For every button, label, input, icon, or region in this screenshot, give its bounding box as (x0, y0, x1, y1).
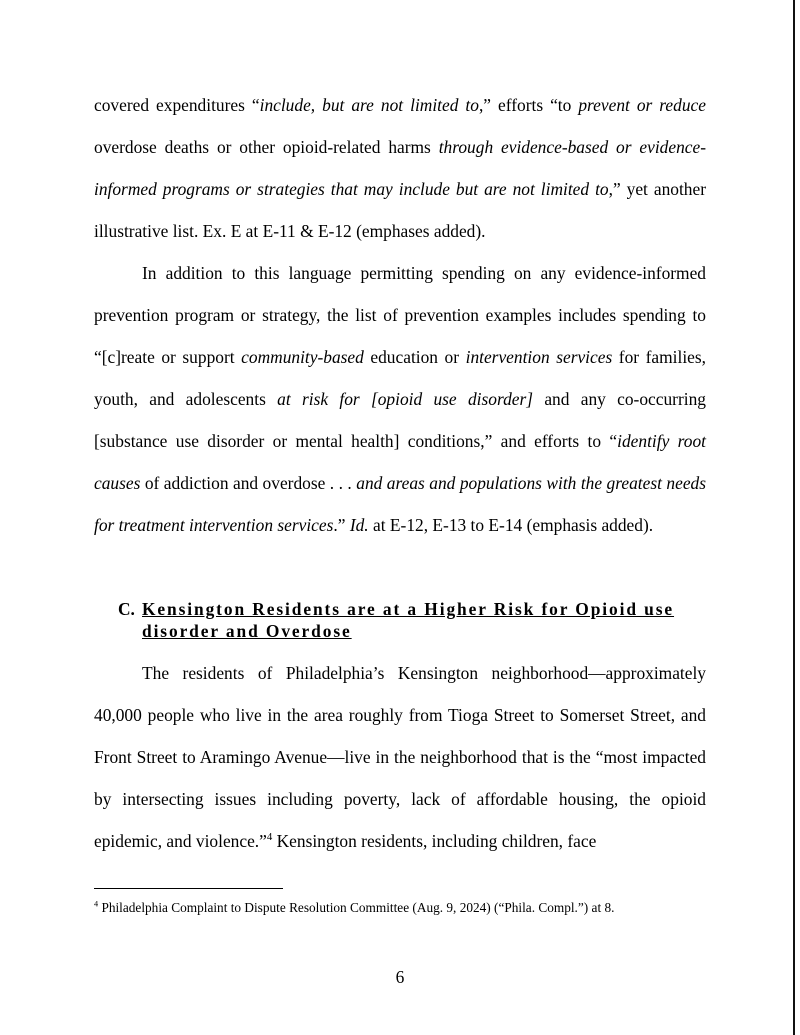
text-run: ,” efforts “to (478, 95, 579, 115)
section-title: Kensington Residents are at a Higher Risk for Opioid use disorder and Overdose (142, 599, 675, 641)
text-run: ,” yet another illustrative list. Ex. E at E-11 & E-12 (emphases added). (94, 179, 706, 241)
page-number: 6 (395, 967, 405, 987)
text-run: The residents of Philadelphia’s Kensington neighborhood—approximately 40,000 people who live in the area roughly from Tioga Street to Somerset Street, and Front Street to Aramingo Avenue—live in the neighborhood that is the “most impacted by intersecting issues including poverty, lack of affordable housing, the opioid epidemic, and violence.” (94, 663, 706, 851)
italic-run: intervention services (465, 347, 613, 367)
paragraph-covered-expenditures (94, 84, 706, 252)
text-run: .” (333, 515, 350, 535)
paragraph-prevention-examples (94, 252, 706, 546)
footnote-text: Philadelphia Complaint to Dispute Resolution Committee (Aug. 9, 2024) (“Phila. Compl.”) at 8. (98, 900, 615, 915)
text-run: and any co-occurring [substance use disorder or mental health] conditions,” and efforts to “ (94, 389, 706, 451)
text-run: for families, youth, and adolescents (94, 347, 706, 409)
text-run: at E-12, E-13 to E-14 (emphasis added). (368, 515, 654, 535)
footnote-number: 4 (94, 899, 99, 909)
text-run: of addiction and overdose . . . (140, 473, 357, 493)
italic-run: Id. (349, 515, 369, 535)
page-edge-line (793, 0, 795, 1035)
italic-run: through evidence-based or evidence-informed programs or strategies that may include but are not limited to (94, 137, 706, 199)
italic-run: identify root causes (94, 431, 706, 493)
section-letter: C. (118, 599, 135, 619)
italic-run: include, but are not limited to (259, 95, 479, 115)
italic-run: prevent or reduce (578, 95, 706, 115)
paragraph-kensington-residents (94, 652, 706, 862)
text-run: overdose deaths or other opioid-related harms (94, 137, 439, 157)
text-run: education or (363, 347, 466, 367)
italic-run: community-based (241, 347, 364, 367)
footnote-reference[interactable]: 4 (266, 831, 273, 844)
footnote-divider (94, 888, 283, 889)
text-run: covered expenditures “ (94, 95, 260, 115)
text-run: Kensington residents, including children, face (272, 831, 597, 851)
text-run: In addition to this language permitting spending on any evidence-informed prevention program or strategy, the list of prevention examples includes spending to “[c]reate or support (94, 263, 706, 367)
italic-run: at risk for [opioid use disorder] (277, 389, 534, 409)
italic-run: and areas and populations with the greatest needs for treatment intervention services (94, 473, 706, 535)
footnote (94, 899, 706, 916)
